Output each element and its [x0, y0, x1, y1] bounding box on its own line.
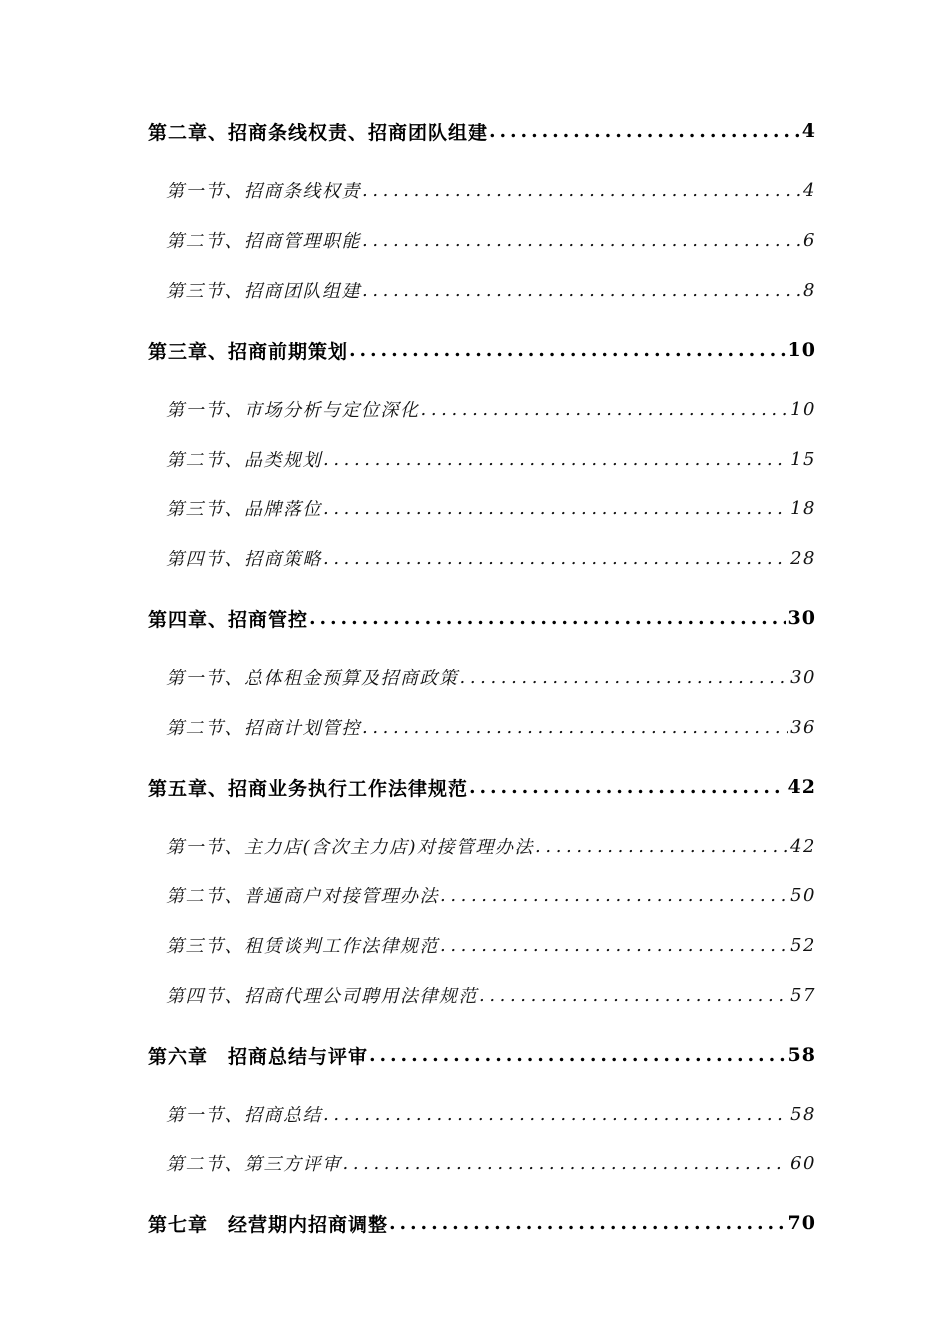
toc-section-6-1[interactable]: [166, 1097, 816, 1131]
toc-page-number: 30: [790, 666, 816, 688]
toc-section-3-4[interactable]: [166, 541, 816, 575]
toc-entry-title: 第六章 招商总结与评审: [148, 1045, 369, 1068]
dot-leader: [535, 836, 788, 857]
dot-leader: [489, 120, 800, 142]
toc-entry-title: 第一节、主力店(含次主力店)对接管理办法: [166, 837, 535, 858]
toc-section-5-3[interactable]: [166, 928, 816, 962]
toc-section-4-1[interactable]: [166, 660, 816, 694]
dot-leader: [323, 449, 788, 470]
toc-page-number: 70: [787, 1212, 816, 1234]
dot-leader: [440, 935, 788, 956]
toc-page-number: 18: [790, 497, 816, 519]
toc-page-number: 50: [790, 884, 816, 906]
toc-section-3-3[interactable]: [166, 491, 816, 525]
toc-section-6-2[interactable]: [166, 1146, 816, 1180]
toc-section-2-3[interactable]: [166, 273, 816, 307]
toc-entry-title: 第三章、招商前期策划: [148, 340, 349, 363]
toc-page-number: 6: [803, 229, 816, 251]
toc-page-number: 30: [787, 607, 816, 629]
toc-chapter-5[interactable]: [148, 770, 816, 804]
toc-entry-title: 第二节、招商计划管控: [166, 718, 361, 739]
toc-page-number: 10: [790, 398, 816, 420]
toc-entry-title: 第七章 经营期内招商调整: [148, 1213, 389, 1236]
toc-entry-title: 第四节、招商代理公司聘用法律规范: [166, 986, 478, 1007]
toc-entry-title: 第二节、品类规划: [166, 450, 322, 471]
toc-entry-title: 第三节、招商团队组建: [166, 281, 361, 302]
toc-entry-title: 第二节、招商管理职能: [166, 231, 361, 252]
toc-section-5-4[interactable]: [166, 978, 816, 1012]
toc-page-number: 28: [790, 547, 816, 569]
dot-leader: [362, 280, 801, 301]
dot-leader: [362, 717, 788, 738]
toc-chapter-7[interactable]: [148, 1206, 816, 1240]
toc-section-2-2[interactable]: [166, 223, 816, 257]
dot-leader: [349, 339, 786, 361]
toc-page-number: 42: [790, 835, 816, 857]
toc-page-number: 8: [803, 279, 816, 301]
toc-chapter-6[interactable]: [148, 1038, 816, 1072]
toc-page-number: 52: [790, 934, 816, 956]
toc-page-number: 58: [790, 1103, 816, 1125]
toc-section-2-1[interactable]: [166, 173, 816, 207]
toc-page-number: 42: [787, 776, 816, 798]
toc-chapter-4[interactable]: [148, 601, 816, 635]
dot-leader: [460, 667, 789, 688]
dot-leader: [323, 548, 788, 569]
toc-section-4-2[interactable]: [166, 710, 816, 744]
dot-leader: [323, 1104, 788, 1125]
toc-section-3-2[interactable]: [166, 442, 816, 476]
toc-page-number: 58: [787, 1044, 816, 1066]
dot-leader: [469, 776, 786, 798]
dot-leader: [343, 1153, 789, 1174]
toc-page-number: 4: [803, 179, 816, 201]
toc-entry-title: 第五章、招商业务执行工作法律规范: [148, 777, 469, 800]
toc-page-number: 10: [787, 339, 816, 361]
toc-entry-title: 第三节、品牌落位: [166, 499, 322, 520]
dot-leader: [440, 885, 788, 906]
toc-page-number: 4: [801, 120, 816, 142]
dot-leader: [309, 607, 786, 629]
toc-entry-title: 第一节、招商总结: [166, 1105, 322, 1126]
toc-entry-title: 第二章、招商条线权责、招商团队组建: [148, 121, 489, 144]
toc-entry-title: 第一节、市场分析与定位深化: [166, 400, 420, 421]
dot-leader: [362, 230, 801, 251]
toc-entry-title: 第一节、招商条线权责: [166, 181, 361, 202]
dot-leader: [369, 1044, 786, 1066]
toc-entry-title: 第三节、租赁谈判工作法律规范: [166, 936, 439, 957]
dot-leader: [421, 399, 789, 420]
toc-page-number: 60: [790, 1152, 816, 1174]
dot-leader: [389, 1212, 786, 1234]
toc-page-number: 57: [790, 984, 816, 1006]
toc-chapter-2[interactable]: [148, 114, 816, 148]
toc-entry-title: 第一节、总体租金预算及招商政策: [166, 668, 459, 689]
dot-leader: [479, 985, 788, 1006]
toc-section-3-1[interactable]: [166, 392, 816, 426]
toc-entry-title: 第四章、招商管控: [148, 608, 309, 631]
dot-leader: [323, 498, 788, 519]
toc-entry-title: 第二节、第三方评审: [166, 1154, 342, 1175]
toc-entry-title: 第四节、招商策略: [166, 549, 322, 570]
toc-section-5-2[interactable]: [166, 878, 816, 912]
toc-chapter-3[interactable]: [148, 333, 816, 367]
toc-page-number: 36: [790, 716, 816, 738]
toc-section-5-1[interactable]: [166, 829, 816, 863]
toc-page-number: 15: [790, 448, 816, 470]
toc-entry-title: 第二节、普通商户对接管理办法: [166, 886, 439, 907]
dot-leader: [362, 180, 801, 201]
